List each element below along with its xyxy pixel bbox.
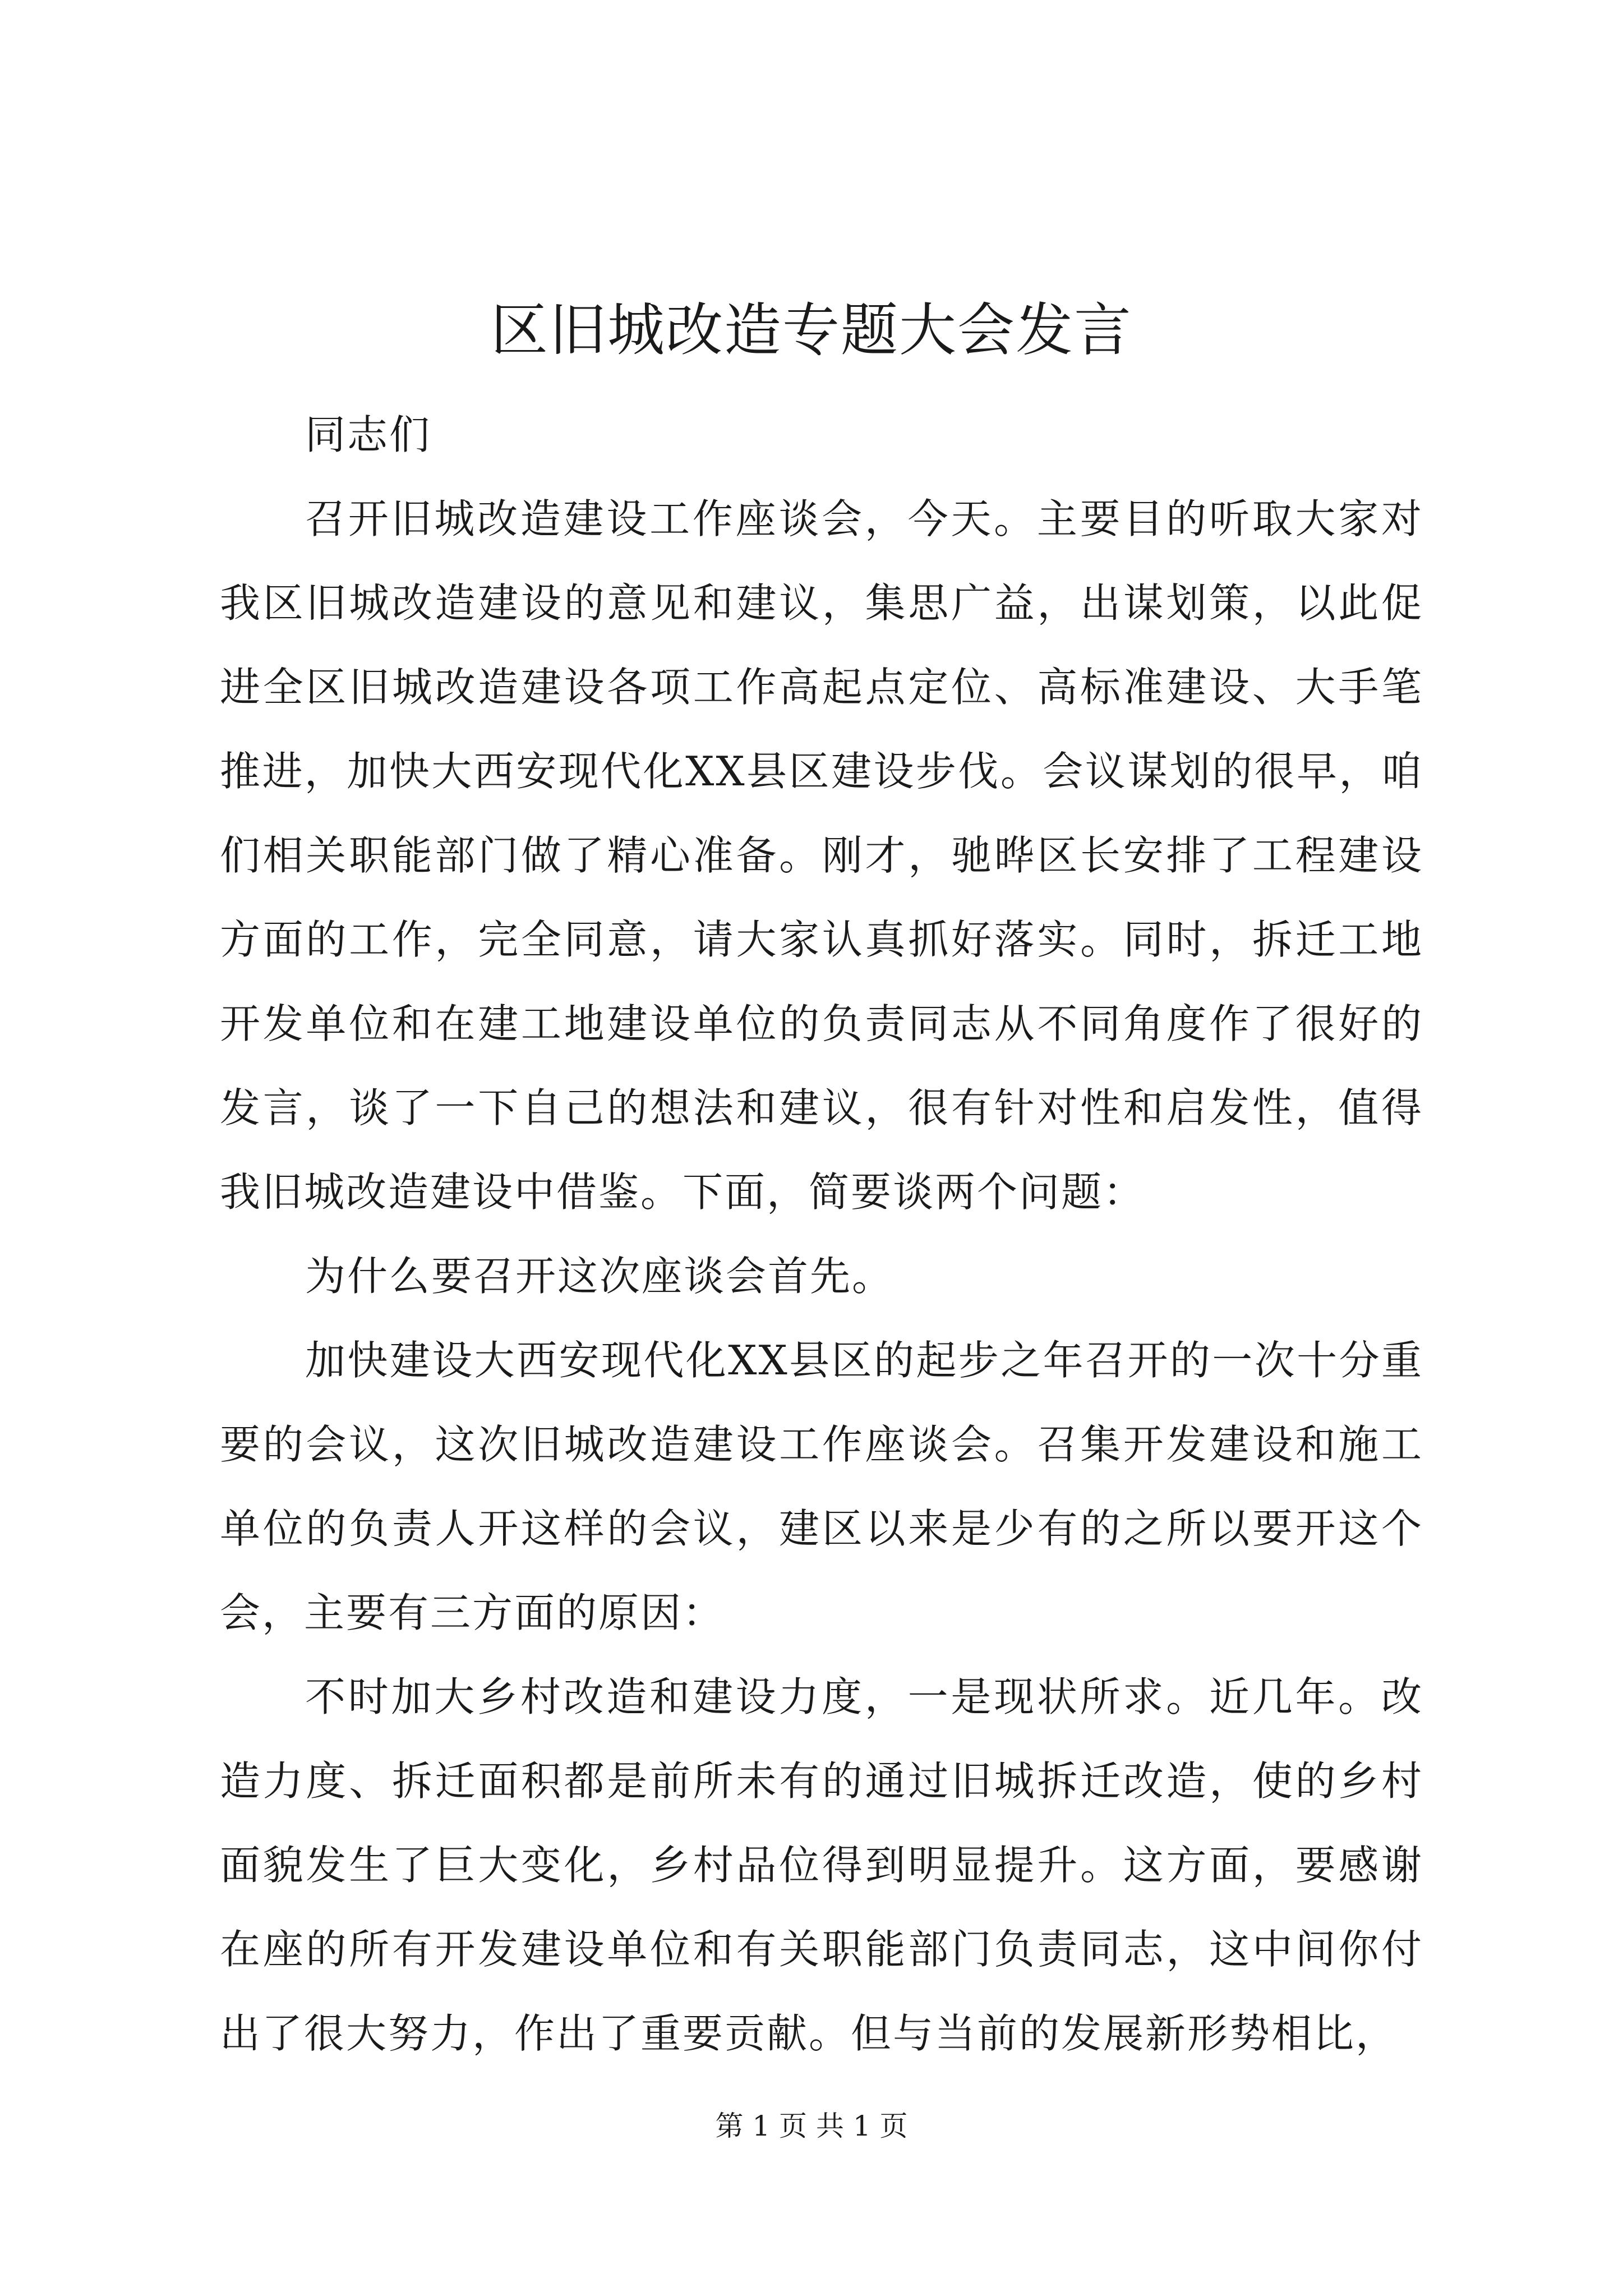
paragraph-1: 召开旧城改造建设工作座谈会，今天。主要目的听取大家对我区旧城改造建设的意见和建议，集思广益，出谋划策，以此促进全区旧城改造建设各项工作高起点定位、高标准建设、大手笔推进，加快大西安现代化XX县区建设步伐。会议谋划的很早，咱们相关职能部门做了精心准备。刚才，驰晔区长安排了工程建设方面的工作，完全同意，请大家认真抓好落实。同时，拆迁工地开发单位和在建工地建设单位的负责同志从不同角度作了很好的发言，谈了一下自己的想法和建议，很有针对性和启发性，值得我旧城改造建设中借鉴。下面，简要谈两个问题： — [220, 495, 1423, 1216]
page-footer: 第 1 页 共 1 页 — [715, 2110, 908, 2142]
paragraph-3: 加快建设大西安现代化XX县区的起步之年召开的一次十分重要的会议，这次旧城改造建设工作座谈会。召集开发建设和施工单位的负责人开这样的会议，建区以来是少有的之所以要开这个会，主要有三方面的原因： — [220, 1337, 1423, 1636]
paragraph-2: 为什么要召开这次座谈会首先。 — [305, 1253, 895, 1300]
document-body — [220, 393, 1423, 2076]
paragraph-4: 不时加大乡村改造和建设力度，一是现状所求。近几年。改造力度、拆迁面积都是前所未有的通过旧城拆迁改造，使的乡村面貌发生了巨大变化，乡村品位得到明显提升。这方面，要感谢在座的所有开发建设单位和有关职能部门负责同志，这中间你付出了很大努力，作出了重要贡献。但与当前的发展新形势相比， — [220, 1673, 1423, 2057]
salutation: 同志们 — [305, 411, 432, 458]
document-title: 区旧城改造专题大会发言 — [491, 297, 1132, 364]
